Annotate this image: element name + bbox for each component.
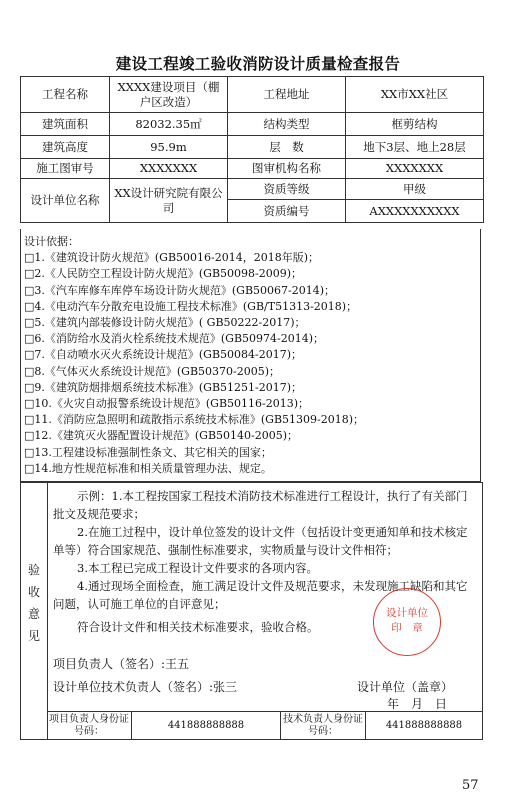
- design-unit-seal: [373, 588, 441, 656]
- pm-signature-label: 项目负责人（签名）:: [53, 657, 166, 671]
- report-title: 建设工程竣工验收消防设计质量检查报告: [115, 55, 401, 73]
- basis-item: □9.《建筑防烟排烟系统技术标准》(GB51251-2017)；: [24, 380, 303, 394]
- basis-item: □12.《建筑灭火器配置设计规范》(GB50140-2005)；: [24, 429, 299, 443]
- acceptance-label-char: 见: [27, 629, 40, 643]
- design-basis-heading: 设计依据：: [24, 235, 79, 248]
- area-label: 建筑面积: [21, 113, 110, 136]
- floors-label: 层 数: [228, 136, 346, 159]
- qual-level-label: 资质等级: [228, 179, 346, 200]
- acceptance-section: [20, 482, 483, 740]
- project-name-value: XXXX建设项目（棚户区改造）: [110, 77, 228, 113]
- acceptance-label-column: [21, 483, 48, 739]
- design-unit-value: XX设计研究院有限公司: [110, 179, 228, 223]
- basis-item: □14.地方性规范标准和相关质量管理办法、规定。: [24, 461, 272, 475]
- seal-line: 设计单位: [386, 607, 428, 619]
- pm-id-label: 项目负责人身份证号码：: [47, 712, 132, 740]
- unit-seal-label: 设计单位（盖章）: [357, 680, 454, 694]
- basis-item: □8.《气体灭火系统设计规范》(GB50370-2005)；: [24, 364, 281, 378]
- acceptance-conclusion: 符合设计文件和相关技术标准要求，验收合格。: [77, 620, 319, 634]
- qual-no-value: AXXXXXXXXXX: [346, 200, 484, 223]
- review-org-label: 图审机构名称: [228, 159, 346, 179]
- drawing-no-value: XXXXXXX: [110, 159, 228, 179]
- acceptance-label-char: 验: [27, 563, 40, 577]
- basis-item: □6.《消防给水及消火栓系统技术规范》(GB50974-2014)；: [24, 332, 325, 346]
- acceptance-label-char: 意: [27, 607, 40, 621]
- basis-item: □2.《人民防空工程设计防火规范》(GB50098-2009)；: [24, 267, 303, 281]
- qual-level-value: 甲级: [346, 179, 484, 200]
- page-number: 57: [462, 778, 479, 793]
- date-label: 年 月 日: [387, 697, 448, 711]
- project-address-value: XX市XX社区: [346, 77, 484, 113]
- design-unit-label: 设计单位名称: [21, 179, 110, 223]
- area-value: 82032.35㎡: [110, 113, 228, 136]
- basis-item: □10.《火灾自动报警系统设计规范》(GB50116-2013)；: [24, 397, 310, 411]
- basis-item: □4.《电动汽车分散充电设施工程技术标准》(GB/T51313-2018)；: [24, 299, 358, 313]
- structure-label: 结构类型: [228, 113, 346, 136]
- pm-signature-value: 王五: [165, 657, 190, 671]
- basis-item: □1.《建筑设计防火规范》(GB50016-2014，2018年版)；: [24, 251, 320, 265]
- tech-id-value: 441888888888: [385, 720, 463, 731]
- basis-item: □7.《自动喷水灭火系统设计规范》(GB50084-2017)；: [24, 348, 303, 362]
- qual-no-label: 资质编号: [228, 200, 346, 223]
- id-number-row: [47, 711, 482, 740]
- project-manager-signature: [53, 655, 189, 672]
- design-basis-section: [20, 229, 481, 482]
- project-address-label: 工程地址: [228, 77, 346, 113]
- tech-id-label: 技术负责人身份证号码：: [281, 712, 366, 740]
- review-org-value: XXXXXXX: [346, 159, 484, 179]
- opinion-paragraph: 示例：1.本工程按国家工程技术消防技术标准进行工程设计，执行了有关部门批文及规范要求；: [53, 489, 468, 521]
- tech-signature-label: 设计单位技术负责人（签名）:: [53, 680, 214, 694]
- project-info-table: [20, 76, 484, 223]
- pm-id-value: 441888888888: [132, 712, 281, 740]
- opinion-paragraph: 4.通过现场全面检查，施工满足设计文件及规范要求，未发现施工缺陷和其它问题，认可施工单位的自评意见；: [53, 579, 468, 611]
- basis-item: □11.《消防应急照明和疏散指示系统技术标准》(GB51309-2018)；: [24, 413, 365, 427]
- tech-signature-value: 张三: [213, 680, 238, 694]
- tech-lead-signature: [53, 678, 237, 695]
- opinion-paragraph: 2.在施工过程中，设计单位签发的设计文件（包括设计变更通知单和技术核定单等）符合国家规范、强制性标准要求，实物质量与设计文件相符；: [53, 525, 468, 557]
- drawing-no-label: 施工图审号: [21, 159, 110, 179]
- basis-item: □3.《汽车库修车库停车场设计防火规范》(GB50067-2014)；: [24, 283, 336, 297]
- basis-item: □5.《建筑内部装修设计防火规范》( GB50222-2017)；: [24, 316, 306, 330]
- height-label: 建筑高度: [21, 136, 110, 159]
- structure-value: 框剪结构: [346, 113, 484, 136]
- project-name-label: 工程名称: [21, 77, 110, 113]
- height-value: 95.9m: [110, 136, 228, 159]
- floors-value: 地下3层、地上28层: [346, 136, 484, 159]
- seal-line: 印 章: [391, 622, 423, 634]
- basis-item: □13.工程建设标准强制性条文、其它相关的国家；: [24, 445, 272, 459]
- acceptance-label-char: 收: [27, 585, 40, 599]
- opinion-paragraph: 3.本工程已完成工程设计文件要求的各项内容。: [77, 561, 318, 575]
